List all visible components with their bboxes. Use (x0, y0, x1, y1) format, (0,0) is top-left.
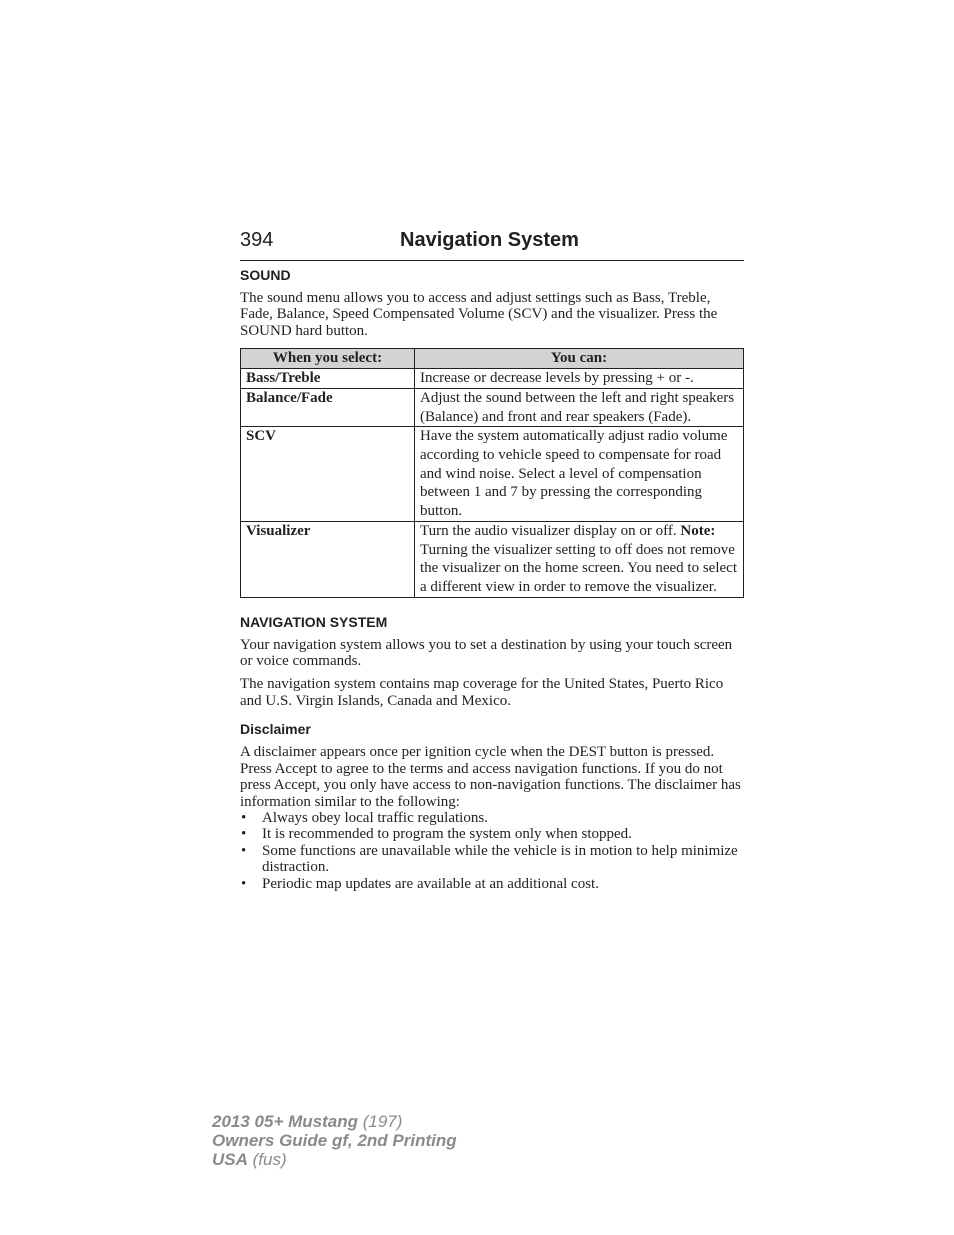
list-item-text: It is recommended to program the system only when stopped. (262, 826, 632, 843)
option-cell: SCV (241, 427, 415, 522)
description-cell (415, 521, 744, 597)
list-item (240, 810, 744, 826)
column-header-select: When you select: (241, 349, 415, 369)
bullet-icon: • (241, 875, 247, 892)
disclaimer-heading: Disclaimer (240, 721, 311, 738)
footer-line-1 (212, 1112, 457, 1131)
page-content (240, 266, 744, 892)
bullet-icon: • (241, 842, 247, 859)
list-item-text: Periodic map updates are available at an additional cost. (262, 875, 599, 892)
sound-heading: SOUND (240, 267, 291, 283)
description-cell: Increase or decrease levels by pressing + or -. (415, 369, 744, 389)
description-text: Turn the audio visualizer display on or off. (420, 522, 677, 539)
description-cell: Have the system automatically adjust radio volume according to vehicle speed to compensate for road and wind noise. Select a level of compensation between 1 and 7 by pressing the corresponding button. (415, 427, 744, 522)
bullet-icon: • (241, 809, 247, 826)
disclaimer-list (240, 810, 744, 892)
footer-line-3 (212, 1150, 457, 1169)
list-item (240, 843, 744, 876)
footer (212, 1112, 457, 1169)
footer-line-2: Owners Guide gf, 2nd Printing (212, 1131, 457, 1150)
sound-intro: The sound menu allows you to access and adjust settings such as Bass, Treble, Fade, Balance, Speed Compensated Volume (SCV) and the visualizer. Press the SOUND hard button. (240, 290, 718, 339)
footer-market: USA (212, 1150, 248, 1169)
table-row (241, 521, 744, 597)
page-title: Navigation System (400, 229, 579, 251)
list-item-text: Some functions are unavailable while the vehicle is in motion to help minimize distraction. (262, 842, 738, 876)
option-cell: Visualizer (241, 521, 415, 597)
table-row (241, 427, 744, 522)
table-row (241, 369, 744, 389)
footer-market-code: (fus) (247, 1150, 287, 1169)
disclaimer-text: A disclaimer appears once per ignition cycle when the DEST button is pressed. Press Accept to agree to the terms and access navigation functions. If you do not press Accept, you only have access to non-navigation functions. The disclaimer has information similar to the following: (240, 744, 741, 810)
note-text: Turning the visualizer setting to off does not remove the visualizer on the home screen. You need to select a different view in order to remove the visualizer. (420, 541, 737, 595)
list-item-text: Always obey local traffic regulations. (262, 809, 488, 826)
option-cell: Bass/Treble (241, 369, 415, 389)
note-label: Note: (680, 522, 716, 539)
description-cell: Adjust the sound between the left and right speakers (Balance) and front and rear speakers (Fade). (415, 388, 744, 426)
option-cell: Balance/Fade (241, 388, 415, 426)
table-header-row (241, 349, 744, 369)
footer-model: 2013 05+ Mustang (212, 1112, 358, 1131)
column-header-can: You can: (415, 349, 744, 369)
footer-model-code: (197) (358, 1112, 403, 1131)
navigation-paragraph-2: The navigation system contains map coverage for the United States, Puerto Rico and U.S. Virgin Islands, Canada and Mexico. (240, 676, 724, 709)
page-header (240, 228, 744, 261)
list-item (240, 876, 744, 892)
sound-settings-table (240, 348, 744, 597)
navigation-paragraph-1: Your navigation system allows you to set a destination by using your touch screen or voice commands. (240, 636, 733, 670)
list-item (240, 826, 744, 842)
page-number: 394 (240, 229, 274, 251)
table-row (241, 388, 744, 426)
bullet-icon: • (241, 826, 247, 843)
navigation-heading: NAVIGATION SYSTEM (240, 613, 388, 630)
